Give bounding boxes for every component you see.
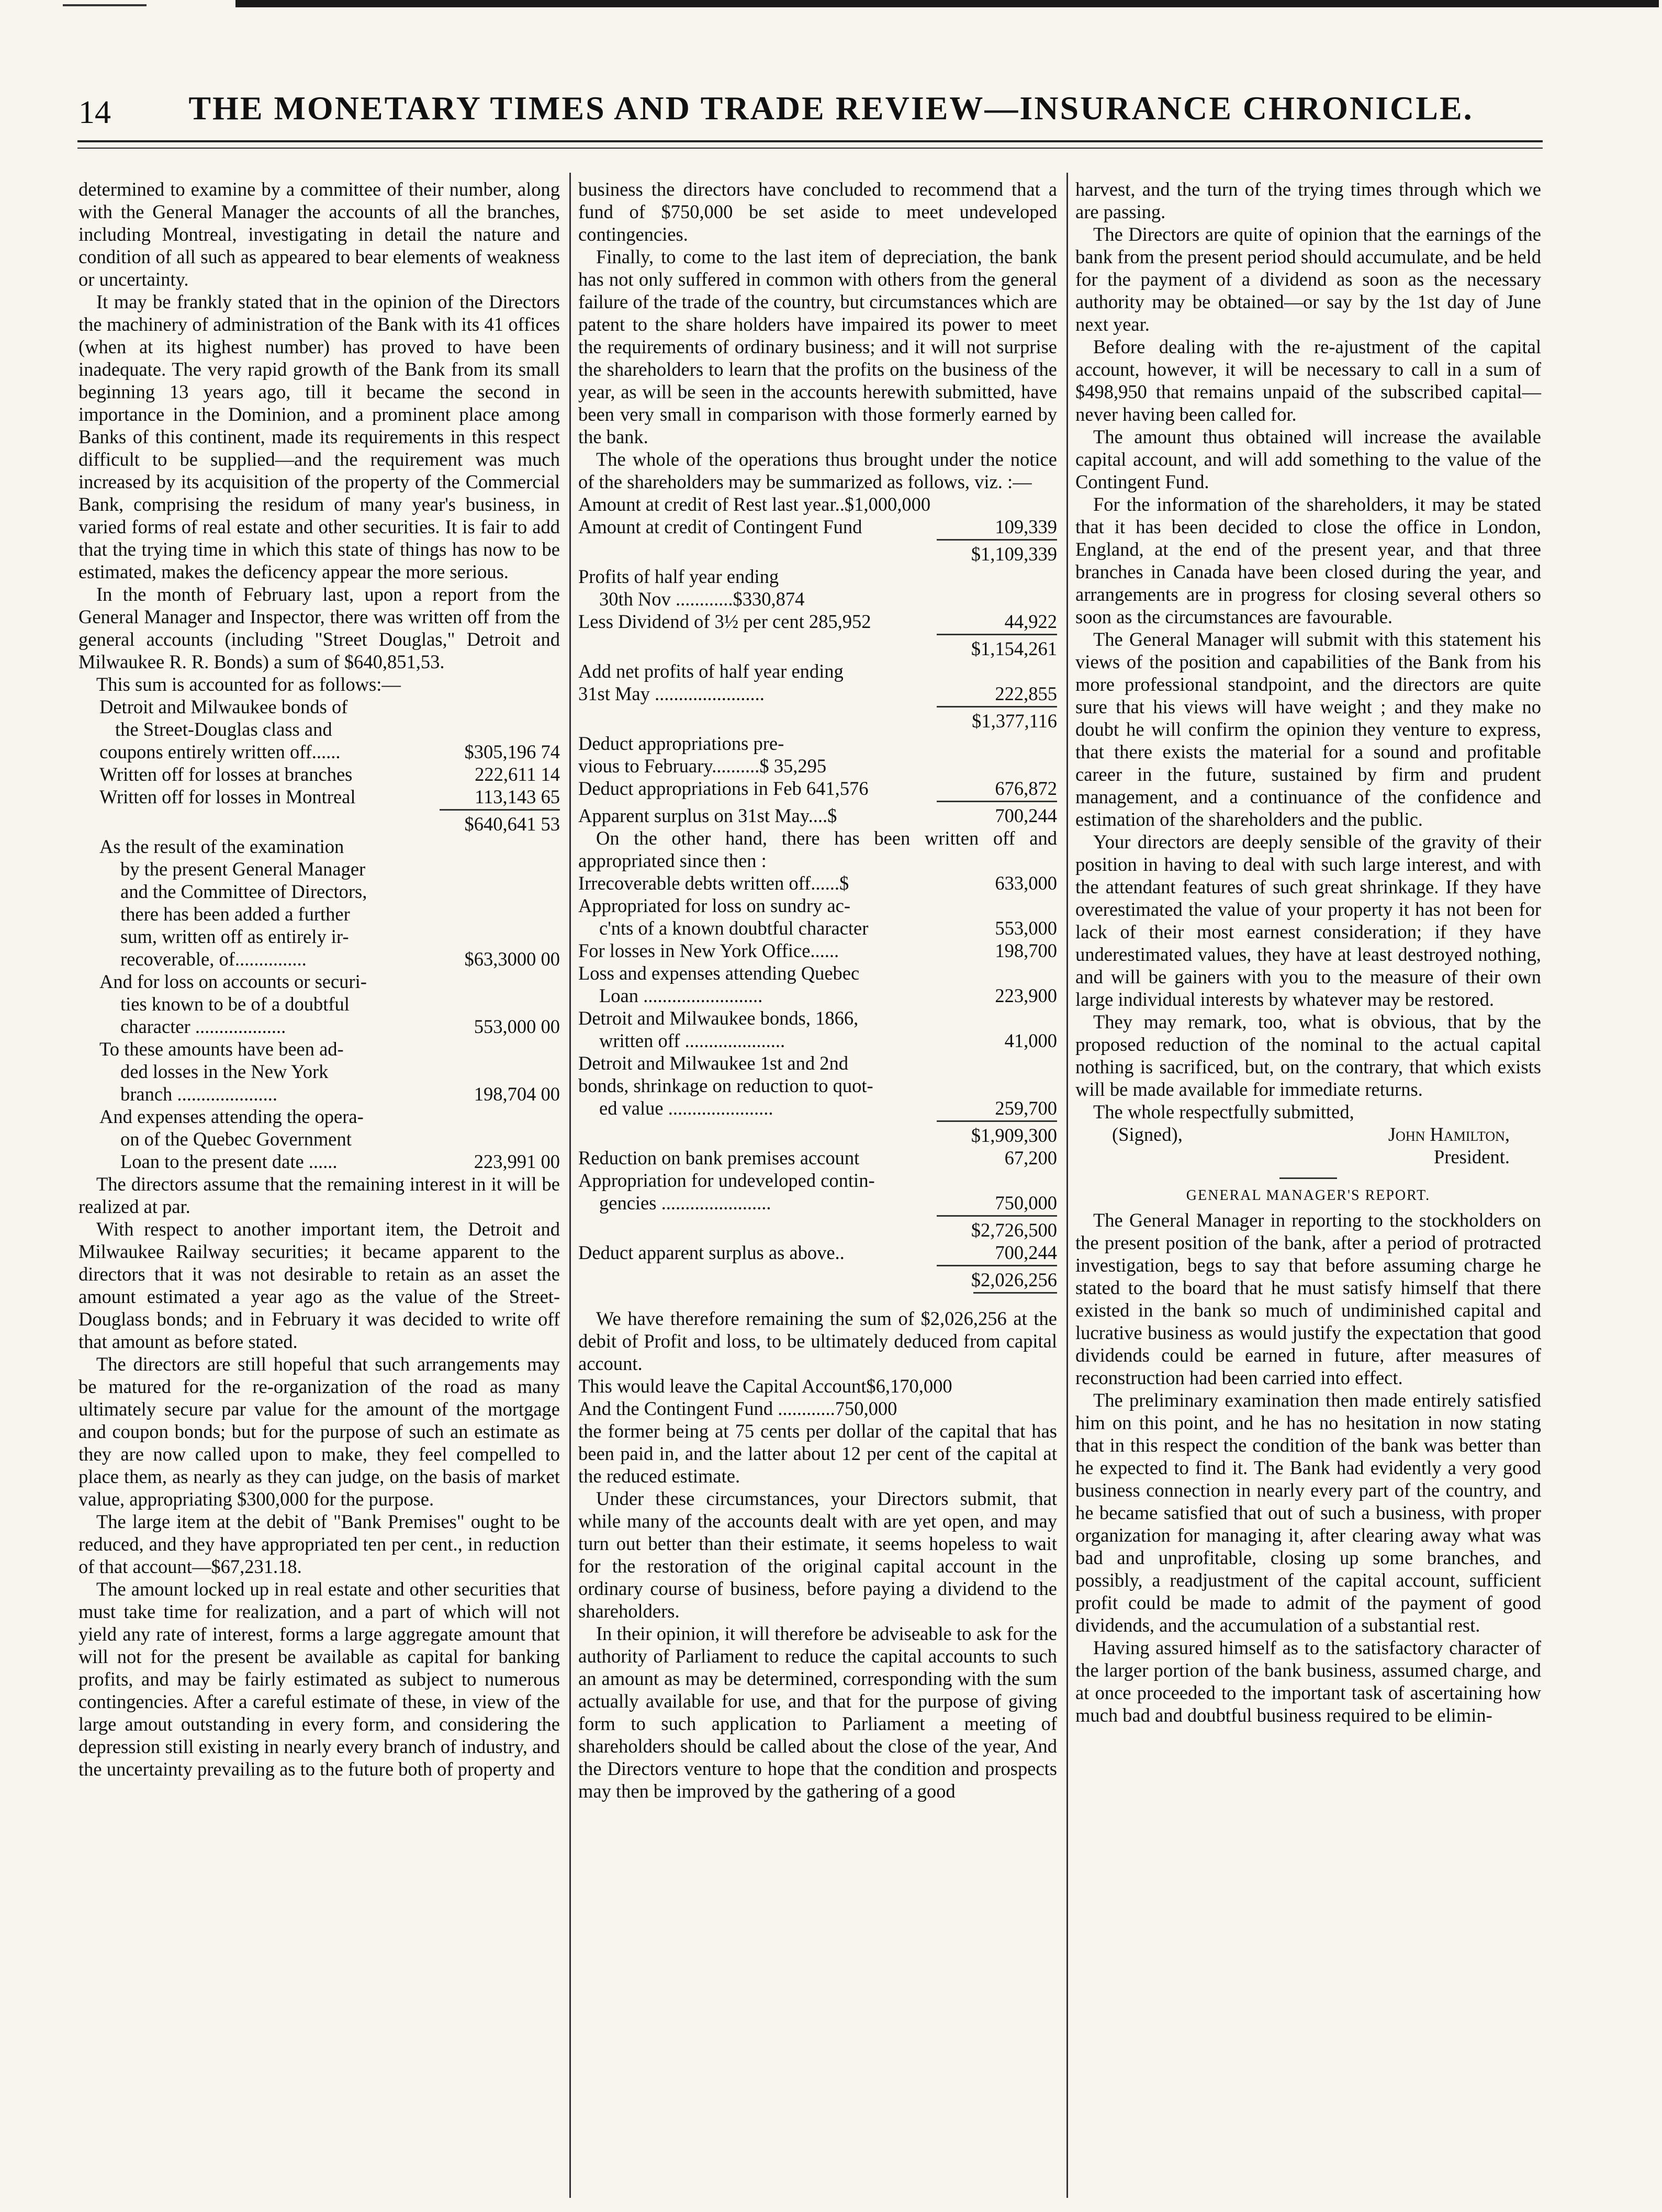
section-divider: [1279, 1177, 1337, 1179]
table-row: Amount at credit of Contingent Fund 109,339: [578, 516, 1057, 537]
paragraph: In their opinion, it will therefore be adviseable to ask for the authority of Parliament to reduce the capital accounts to such an amount as may be determined, corresponding with the sum actually available for use, and that for the purpose of giving form to such application to Parliament a meeting of shareholders should be called about the close of the year, And the Directors venture to hope that the condition and prospects may then be improved by the gathering of a good: [578, 1623, 1057, 1802]
table-row: ties known to be of a doubtful: [120, 993, 350, 1015]
table-row: Detroit and Milwaukee bonds of: [99, 696, 348, 717]
masthead-rule-bottom: [77, 148, 1543, 149]
column-3: [1075, 178, 1541, 1726]
table-row: there has been added a further: [120, 903, 350, 925]
paragraph: The General Manager will submit with this statement his views of the position and capabilities of the Bank from his more professional standpoint, and the directors are quite sure that his views will have weight ; and they make no doubt he will confirm the opinion they venture to express, that there exists the material for a sound and profitable career in the future, sustained by firm and prudent management, and a continuance of the confidence and estimation of the shareholders and the public.: [1075, 628, 1541, 830]
sum-rule: [937, 801, 1057, 804]
paragraph: The directors assume that the remaining interest in it will be realized at par.: [78, 1173, 560, 1217]
sum-rule: [937, 539, 1057, 543]
table-total: $2,726,500: [971, 1219, 1057, 1241]
table-row: Deduct appropriations in Feb 641,576 676,872: [578, 778, 1057, 799]
paragraph: The preliminary examination then made entirely satisfied him on this point, and he has no hesitation in now stating that in this respect the condition of the bank was better than he expected to find it. The Bank had evidently a very good business connection in nearly every part of the country, and he became satisfied that out of such a business, with proper organization for managing it, after clearing away what was bad and unprofitable, closing up some branches, and possibly, a readjustment of the capital account, sufficient profit could be made to admit of the payment of good dividends, and the accumulation of a substantial rest.: [1075, 1389, 1541, 1636]
table-total: $1,377,116: [972, 710, 1057, 732]
table-row: 30th Nov ............$330,874: [599, 588, 805, 610]
paragraph: This would leave the Capital Account$6,170,000: [578, 1375, 952, 1397]
table-row: the Street-Douglas class and: [115, 718, 332, 740]
paragraph: And the Contingent Fund ............750,000: [578, 1398, 897, 1419]
table-row: Written off for losses in Montreal 113,143 65: [99, 786, 560, 807]
table-row: Detroit and Milwaukee bonds, 1866,: [578, 1007, 859, 1029]
sum-rule: [937, 1265, 1057, 1268]
table-row: Less Dividend of 3½ per cent 285,952 44,922: [578, 611, 1057, 632]
paragraph: Finally, to come to the last item of depreciation, the bank has not only suffered in common with others from the general failure of the trade of the country, but circumstances which are patent to the share holders have impaired its power to meet the requirements of ordinary business; and it will not surprise the shareholders to learn that the profits on the business of the year, as will be seen in the accounts herewith submitted, have been very small in comparison with those formerly earned by the bank.: [578, 246, 1057, 447]
paragraph: For the information of the shareholders, it may be stated that it has been decided to close the office in London, England, at the end of the present year, and that three branches in Canada have been closed during the year, and arrangements are in progress for closing several others so soon as the circumstances are favourable.: [1075, 493, 1541, 627]
table-total: $1,154,261: [971, 638, 1057, 659]
table-row: coupons entirely written off...... $305,196 74: [99, 741, 560, 762]
table-row: ed value ...................... 259,700: [599, 1097, 1057, 1119]
closing-line: The whole respectfully submitted,: [1093, 1101, 1354, 1122]
table-total: $1,909,300: [971, 1125, 1057, 1146]
paragraph: Under these circumstances, your Directors submit, that while many of the accounts dealt with are yet open, and may turn out better than their estimate, it seems hopeless to wait for the restoration of the original capital account in the ordinary course of business, before paying a dividend to the shareholders.: [578, 1488, 1057, 1622]
table-row: sum, written off as entirely ir-: [120, 926, 349, 947]
table-row: 31st May ....................... 222,855: [578, 683, 1057, 704]
sum-rule: [973, 1292, 1057, 1296]
table-row: Detroit and Milwaukee 1st and 2nd: [578, 1052, 848, 1074]
sum-rule: [937, 1120, 1057, 1124]
paragraph: The General Manager in reporting to the stockholders on the present position of the bank, after a period of protracted investigation, begs to say that before assuming charge he stated to the board that he must satisfy himself that there existed in the bank so much of undiminished capital and lucrative business as would justify the expectation that good dividends could be earned in future, after measures of reconstruction had been carried into effect.: [1075, 1209, 1541, 1388]
paragraph: The amount thus obtained will increase the available capital account, and will add something to the value of the Contingent Fund.: [1075, 426, 1541, 492]
table-row: c'nts of a known doubtful character 553,000: [599, 917, 1057, 939]
table-row: on of the Quebec Government: [120, 1128, 352, 1150]
table-row: As the result of the examination: [99, 836, 344, 857]
table-row: Loan to the present date ...... 223,991 00: [120, 1151, 560, 1172]
scan-edge-mark-small: [63, 4, 147, 6]
table-row: Written off for losses at branches 222,611 14: [99, 763, 560, 785]
table-row: Loss and expenses attending Quebec: [578, 962, 860, 984]
column-2: [578, 178, 1057, 1802]
table-row: Appropriated for loss on sundry ac-: [578, 895, 851, 916]
table-row: Apparent surplus on 31st May....$ 700,244: [578, 805, 1057, 826]
table-row: Profits of half year ending: [578, 566, 779, 587]
paragraph: They may remark, too, what is obvious, that by the proposed reduction of the nominal to the actual capital nothing is sacrificed, but, on the contrary, that which exists will be made available for immediate returns.: [1075, 1011, 1541, 1100]
signatory-name: John Hamilton,: [1388, 1124, 1510, 1145]
masthead-rule-top: [77, 140, 1543, 142]
page-number: 14: [78, 95, 111, 130]
paragraph: On the other hand, there has been written off and appropriated since then :: [578, 827, 1057, 871]
sum-rule: [440, 809, 560, 813]
table-row: ded losses in the New York: [120, 1061, 329, 1082]
writeoff-table: [78, 695, 560, 835]
table-row: And expenses attending the opera-: [99, 1106, 364, 1127]
section-heading: GENERAL MANAGER'S REPORT.: [1186, 1187, 1431, 1204]
column-1: [78, 178, 560, 1780]
table-row: For losses in New York Office...... 198,700: [578, 940, 1057, 961]
table-total: $640,641 53: [464, 813, 560, 835]
column-divider-2: [1066, 173, 1068, 2198]
table-row: Amount at credit of Rest last year..$1,000,000: [578, 493, 931, 515]
paragraph: The directors are still hopeful that such arrangements may be matured for the re-organization of the road as many ultimately secure par value for the amount of the mortgage and coupon bonds; but for the purpose of such an estimate as they are now called upon to make, they feel compelled to place them, as nearly as they can judge, on the basis of market value, appropriating $300,000 for the purpose.: [78, 1353, 560, 1510]
table-row: bonds, shrinkage on reduction to quot-: [578, 1075, 873, 1096]
sum-rule: [937, 1215, 1057, 1219]
sum-rule: [937, 634, 1057, 637]
paragraph: the former being at 75 cents per dollar of the capital that has been paid in, and the latter about 12 per cent of the capital at the reduced estimate.: [578, 1420, 1057, 1487]
table-row: Appropriation for undeveloped contin-: [578, 1170, 875, 1191]
paragraph: Having assured himself as to the satisfactory character of the larger portion of the bank business, assumed charge, and at once proceeded to the important task of ascertaining how much bad and doubtful business required to be elimin-: [1075, 1637, 1541, 1726]
column-divider-1: [569, 173, 571, 2198]
table-row: Deduct apparent surplus as above.. 700,244: [578, 1242, 1057, 1263]
masthead-title: THE MONETARY TIMES AND TRADE REVIEW—INSURANCE CHRONICLE.: [188, 89, 1474, 127]
paragraph: business the directors have concluded to recommend that a fund of $750,000 be set aside to meet undeveloped contingencies.: [578, 178, 1057, 245]
paragraph: harvest, and the turn of the trying times through which we are passing.: [1075, 178, 1541, 222]
paragraph: This sum is accounted for as follows:—: [96, 673, 401, 695]
paragraph: The amount locked up in real estate and other securities that must take time for realization, and a part of which will not yield any rate of interest, forms a large aggregate amount that will not for the present be available as capital for banking profits, and may be fairly estimated as subject to numerous contingencies. After a careful estimate of these, in view of the large amout outstanding in every form, and considering the depression still existing in nearly every branch of industry, and the uncertainty prevailing as to the future both of property and: [78, 1578, 560, 1780]
table-row: character ................... 553,000 00: [120, 1016, 560, 1037]
paragraph: determined to examine by a committee of their number, along with the General Manager the accounts of all the branches, including Montreal, investigating in detail the nature and condition of all such as appeared to bear elements of weakness or uncertainty.: [78, 178, 560, 290]
paragraph: The large item at the debit of "Bank Premises" ought to be reduced, and they have appropriated ten per cent., in reduction of that account—$67,231.18.: [78, 1511, 560, 1577]
table-row: by the present General Manager: [120, 858, 366, 880]
table-row: Deduct appropriations pre-: [578, 733, 784, 754]
table-total: $2,026,256: [971, 1269, 1057, 1290]
table-row: Reduction on bank premises account 67,200: [578, 1147, 1057, 1169]
table-row: And for loss on accounts or securi-: [99, 971, 367, 992]
table-row: Add net profits of half year ending: [578, 660, 844, 682]
table-row: Loan ......................... 223,900: [599, 985, 1057, 1006]
paragraph: We have therefore remaining the sum of $2,026,256 at the debit of Profit and loss, to be ultimately deduced from capital account.: [578, 1308, 1057, 1374]
summary-statement: [578, 493, 1057, 1296]
table-row: branch ..................... 198,704 00: [120, 1083, 560, 1105]
paragraph: Before dealing with the re-ajustment of the capital account, however, it will be necessary to call in a sum of $498,950 that remains unpaid of the subscribed capital—never having been called for.: [1075, 336, 1541, 425]
table-row: Irrecoverable debts written off......$ 633,000: [578, 872, 1057, 894]
paragraph: It may be frankly stated that in the opinion of the Directors the machinery of administration of the Bank with its 41 offices (when at its highest number) has proved to have been inadequate. The very rapid growth of the Bank from its small beginning 13 years ago, till it became the second in importance in the Dominion, and a prominent place among Banks of this continent, made its requirements in this respect difficult to be supplied—and the requirement was much increased by its acquisition of the property of the Commercial Bank, comprising the residum of many year's business, in varied forms of real estate and other securities. It is fair to add that the trying time in which this state of things has now to be estimated, makes the deficency appear the more serious.: [78, 291, 560, 582]
scan-edge-mark: [235, 0, 1659, 7]
table-row: and the Committee of Directors,: [120, 881, 367, 902]
signatory-title: President.: [1434, 1146, 1510, 1167]
paragraph: Your directors are deeply sensible of the gravity of their position in having to deal with such large interest, and with the attendant features of such great shrinkage. If they have overestimated the value of your property it has not been for lack of their most earnest consideration; if they have underestimated values, they have at least destroyed nothing, and will be gainers with you to the measure of their own large individual interests by whatever may be restored.: [1075, 831, 1541, 1010]
table-total: $1,109,339: [971, 543, 1057, 565]
additional-losses-table: [78, 835, 560, 1173]
table-row: gencies ....................... 750,000: [599, 1192, 1057, 1214]
table-row: written off ..................... 41,000: [599, 1030, 1057, 1051]
paragraph: The whole of the operations thus brought under the notice of the shareholders may be summarized as follows, viz. :—: [578, 448, 1057, 492]
table-row: To these amounts have been ad-: [99, 1038, 344, 1060]
sum-rule: [937, 706, 1057, 710]
paragraph: With respect to another important item, the Detroit and Milwaukee Railway securities; it became apparent to the directors that it was not desirable to retain as an asset the amount estimated a year ago as the value of the Street-Douglass bonds; and in February it was decided to write off that amount as before stated.: [78, 1218, 560, 1352]
signature-block: [1075, 1123, 1541, 1146]
table-row: recoverable, of............... $63,3000 00: [120, 948, 560, 970]
table-row: vious to February..........$ 35,295: [578, 755, 827, 777]
paragraph: The Directors are quite of opinion that the earnings of the bank from the present period should accumulate, and be held for the payment of a dividend as soon as the necessary authority may be obtained—or say by the 1st day of June next year.: [1075, 223, 1541, 335]
signed-label: (Signed),: [1112, 1124, 1183, 1145]
paragraph: In the month of February last, upon a report from the General Manager and Inspector, there was written off from the general accounts (including "Street Douglas," Detroit and Milwaukee R. R. Bonds) a sum of $640,851,53.: [78, 583, 560, 672]
